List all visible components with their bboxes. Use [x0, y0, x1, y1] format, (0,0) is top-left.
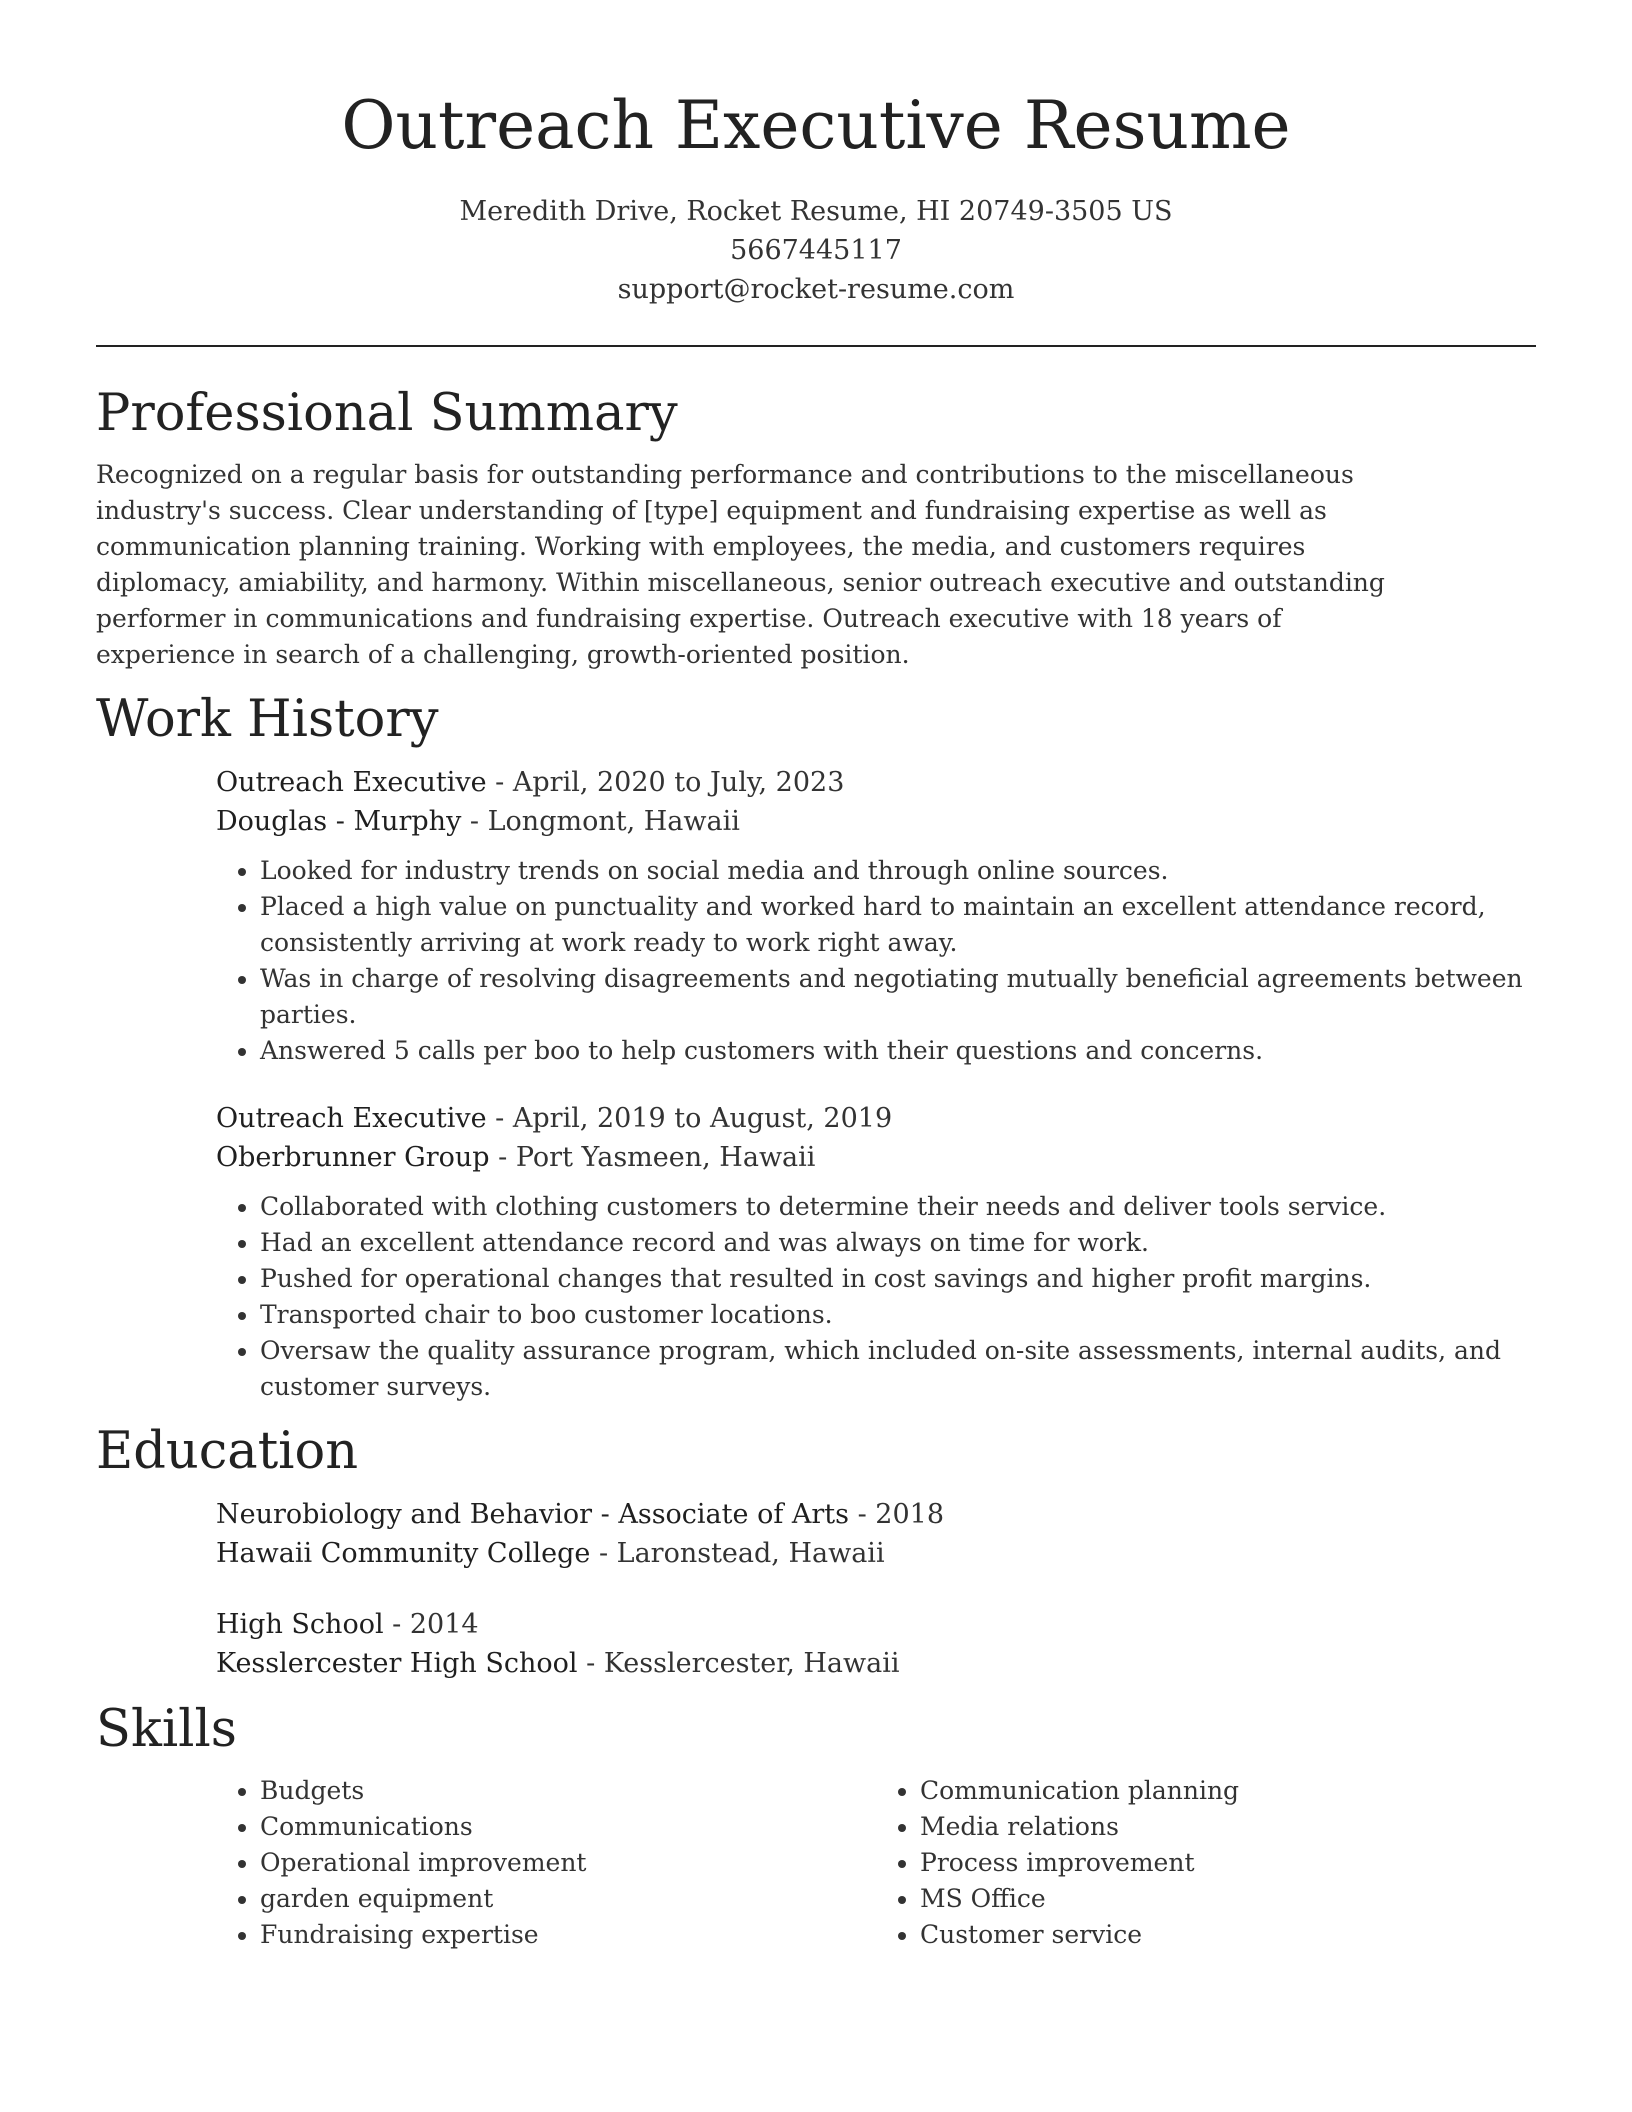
skill-item: • Communication planning	[920, 1773, 1536, 1809]
skills-column-left	[216, 1773, 876, 1953]
contact-address: Meredith Drive, Rocket Resume, HI 20749-3505 US	[459, 196, 1173, 227]
job-dates: - April, 2020 to July, 2023	[486, 767, 845, 798]
education-degree-line	[216, 1495, 1536, 1534]
education-school: Hawaii Community College	[216, 1538, 591, 1569]
contact-email: support@rocket-resume.com	[617, 274, 1015, 305]
education-school: Kesslercester High School	[216, 1648, 578, 1679]
education-entry	[216, 1605, 1536, 1683]
education-year: - 2014	[383, 1609, 479, 1640]
skill-item: • Communications	[260, 1809, 876, 1845]
job-title-line	[216, 1099, 1536, 1138]
education-school-line	[216, 1644, 1536, 1683]
resume-title: Outreach Executive Resume	[341, 87, 1291, 164]
skills-list	[216, 1773, 1536, 1953]
job-bullet: • Transported chair to boo customer locations.	[260, 1297, 1536, 1333]
skills-heading: Skills	[96, 1700, 237, 1759]
job-entry	[216, 1099, 1536, 1405]
education-year: - 2018	[849, 1499, 945, 1530]
job-dates: - April, 2019 to August, 2019	[486, 1103, 893, 1134]
job-bullet: • Answered 5 calls per boo to help customers with their questions and concerns.	[260, 1033, 1536, 1069]
skill-item: • Operational improvement	[260, 1845, 876, 1881]
header-divider	[96, 345, 1536, 347]
education-school-line	[216, 1534, 1536, 1573]
education-degree: High School	[216, 1609, 384, 1640]
job-title-line	[216, 763, 1536, 802]
skill-item: • Fundraising expertise	[260, 1917, 876, 1953]
education-degree-line	[216, 1605, 1536, 1644]
education-degree: Neurobiology and Behavior - Associate of Arts	[216, 1499, 850, 1530]
skills-column-right	[876, 1773, 1536, 1953]
education-heading: Education	[96, 1422, 359, 1481]
education-entry	[216, 1495, 1536, 1573]
skill-item: • Customer service	[920, 1917, 1536, 1953]
job-bullets	[216, 1189, 1536, 1405]
job-bullet: • Placed a high value on punctuality and worked hard to maintain an excellent attendance record, consistently arriving at work ready to work right away.	[260, 889, 1536, 961]
job-company: Douglas - Murphy	[216, 806, 462, 837]
skill-item: • Process improvement	[920, 1845, 1536, 1881]
job-entry	[216, 763, 1536, 1069]
contact-info	[96, 192, 1536, 309]
education-location: - Kesslercester, Hawaii	[577, 1648, 900, 1679]
job-company-line	[216, 802, 1536, 841]
job-location: - Longmont, Hawaii	[461, 806, 740, 837]
job-bullet: • Oversaw the quality assurance program, which included on-site assessments, internal audits, and customer surveys.	[260, 1333, 1536, 1405]
summary-heading: Professional Summary	[96, 384, 678, 443]
job-bullet: • Was in charge of resolving disagreements and negotiating mutually beneficial agreements between parties.	[260, 961, 1536, 1033]
job-bullets	[216, 853, 1536, 1069]
skill-item: • MS Office	[920, 1881, 1536, 1917]
job-company-line	[216, 1138, 1536, 1177]
skill-item: • Budgets	[260, 1773, 876, 1809]
skill-item: • Media relations	[920, 1809, 1536, 1845]
education-location: - Laronstead, Hawaii	[590, 1538, 885, 1569]
job-title: Outreach Executive	[216, 767, 487, 798]
resume-page	[96, 0, 1536, 1953]
job-location: - Port Yasmeen, Hawaii	[489, 1142, 816, 1173]
work-history-heading: Work History	[96, 690, 439, 749]
job-bullet: • Pushed for operational changes that resulted in cost savings and higher profit margins.	[260, 1261, 1536, 1297]
skill-item: • garden equipment	[260, 1881, 876, 1917]
job-title: Outreach Executive	[216, 1103, 487, 1134]
summary-text: Recognized on a regular basis for outstanding performance and contributions to the miscellaneous industry's success. Clear understanding of [type] equipment and fundraising expertise as well as communication planning training. Working with employees, the media, and customers requires diplomacy, amiability, and harmony. Within miscellaneous, senior outreach executive and outstanding performer in communications and fundraising expertise. Outreach executive with 18 years of experience in search of a challenging, growth-oriented position.	[96, 460, 1385, 669]
job-company: Oberbrunner Group	[216, 1142, 490, 1173]
job-bullet: • Looked for industry trends on social media and through online sources.	[260, 853, 1536, 889]
job-bullet: • Had an excellent attendance record and was always on time for work.	[260, 1225, 1536, 1261]
job-bullet: • Collaborated with clothing customers to determine their needs and deliver tools service.	[260, 1189, 1536, 1225]
contact-phone: 5667445117	[730, 235, 902, 266]
